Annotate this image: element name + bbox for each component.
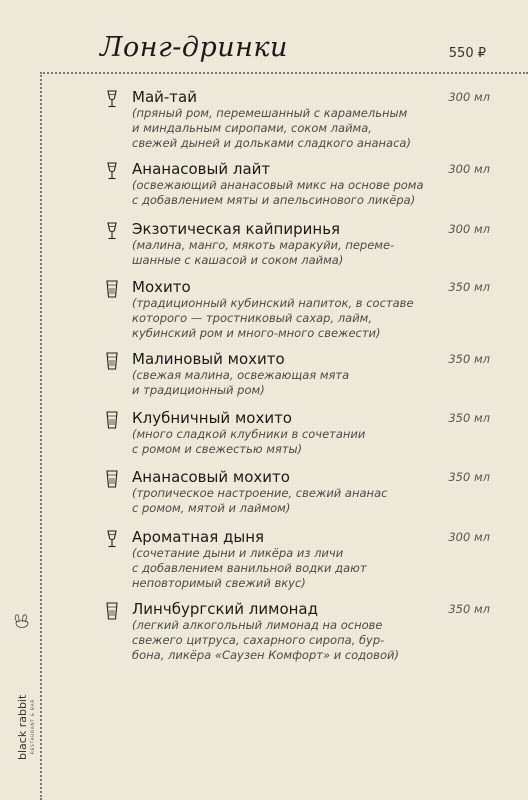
item-description: (свежая малина, освежающая мята и традиционный ром) <box>132 368 350 397</box>
item-name: Малиновый мохито <box>132 350 285 368</box>
item-description: (сочетание дыни и ликёра из личи с добавлением ванильной водки дают неповторимый свежий вкус) <box>132 546 367 590</box>
item-volume: 300 мл <box>448 162 490 176</box>
item-description: (пряный ром, перемешанный с карамельным и миндальным сиропами, соком лайма, свежей дыней и дольками сладкого ананаса) <box>132 106 411 150</box>
stemmed-glass-icon <box>105 530 119 548</box>
highball-glass-icon <box>105 280 119 298</box>
item-name: Экзотическая кайпиринья <box>132 220 341 238</box>
highball-glass-icon <box>105 352 119 370</box>
stemmed-glass-icon <box>105 222 119 240</box>
item-volume: 350 мл <box>448 470 490 484</box>
item-description: (тропическое настроение, свежий ананас с ромом, мятой и лаймом) <box>132 486 388 515</box>
dotted-border-top <box>40 72 528 74</box>
rabbit-logo-icon <box>10 610 34 765</box>
item-description: (легкий алкогольный лимонад на основе свежего цитруса, сахарного сиропа, бур- бона, ликёра «Саузен Комфорт» и содовой) <box>132 618 399 662</box>
item-name: Ароматная дыня <box>132 528 265 546</box>
stemmed-glass-icon <box>105 90 119 108</box>
item-name: Мохито <box>132 278 191 296</box>
item-description: (много сладкой клубники в сочетании с ромом и свежестью мяты) <box>132 427 366 456</box>
item-volume: 300 мл <box>448 222 490 236</box>
section-price: 550 ₽ <box>448 46 486 61</box>
highball-glass-icon <box>105 470 119 488</box>
item-volume: 350 мл <box>448 602 490 616</box>
stemmed-glass-icon <box>105 162 119 180</box>
item-name: Ананасовый мохито <box>132 468 290 486</box>
item-volume: 300 мл <box>448 90 490 104</box>
item-description: (освежающий ананасовый микс на основе рома с добавлением мяты и апельсинового ликёра) <box>132 178 424 207</box>
item-name: Линчбургский лимонад <box>132 600 318 618</box>
item-name: Май-тай <box>132 88 197 106</box>
brand-subtitle: RESTAURANT & BAR <box>30 698 35 754</box>
highball-glass-icon <box>105 602 119 620</box>
item-volume: 350 мл <box>448 411 490 425</box>
item-description: (малина, манго, мякоть маракуйи, переме- шанные с кашасой и соком лайма) <box>132 238 395 267</box>
item-name: Ананасовый лайт <box>132 160 271 178</box>
item-volume: 350 мл <box>448 352 490 366</box>
dotted-border-left <box>40 72 42 800</box>
item-description: (традиционный кубинский напиток, в составе которого — тростниковый сахар, лайм, кубинский ром и много-много свежести) <box>132 296 414 340</box>
highball-glass-icon <box>105 411 119 429</box>
item-volume: 350 мл <box>448 280 490 294</box>
item-name: Клубничный мохито <box>132 409 292 427</box>
item-volume: 300 мл <box>448 530 490 544</box>
brand-name: black rabbit <box>16 694 29 760</box>
brand-logo <box>10 610 34 765</box>
page-title: Лонг-дринки <box>100 32 288 63</box>
